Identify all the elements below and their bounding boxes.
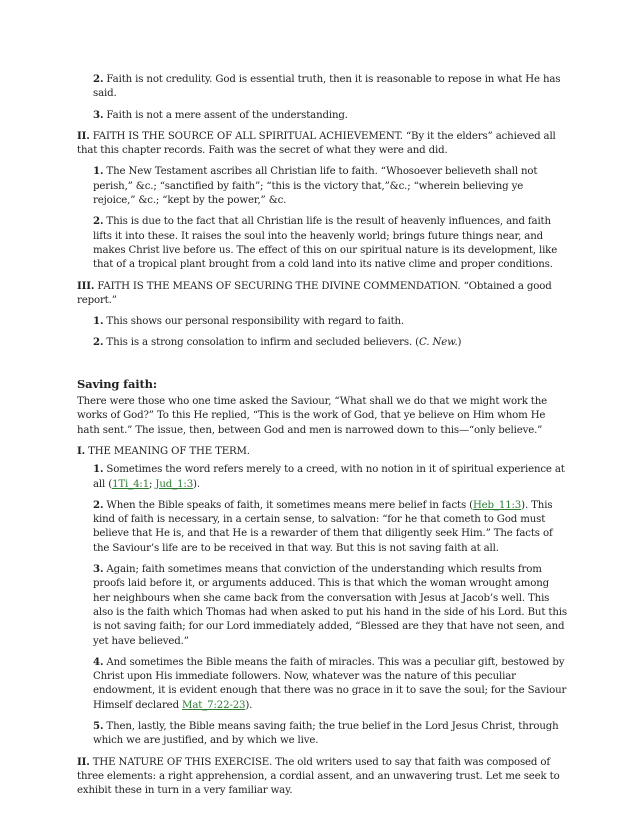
paragraph-text: This is a strong consolation to infirm and secluded believers. ( xyxy=(103,337,419,349)
paragraph-miracles xyxy=(77,655,567,713)
paragraph-tail: ). This kind of faith is necessary, in a certain sense, to salvation: “for he that cometh to God must believe that He is, and that He is a rewarder of them that diligently seek Him.” The facts of the Saviour’s life are to be received in that way. But this is not saving faith at all. xyxy=(93,499,553,554)
paragraph-text: Then, lastly, the Bible means saving faith; the true belief in the Lord Jesus Christ, through which we are justified, and by which we live. xyxy=(93,720,559,747)
item-number: 2. xyxy=(93,498,104,511)
paragraph-responsibility xyxy=(77,314,567,329)
section-heading-i-meaning xyxy=(77,444,567,459)
section-heading-ii-source xyxy=(77,129,567,159)
paragraph-text: When the Bible speaks of faith, it sometimes means mere belief in facts ( xyxy=(103,499,473,511)
section-text: THE NATURE OF THIS EXERCISE. The old writers used to say that faith was composed of three elements: a right apprehension, a cordial assent, and an unwavering trust. Let me seek to exhibit these in turn in a very familiar way. xyxy=(77,756,560,797)
paragraph-text: This shows our personal responsibility with regard to faith. xyxy=(103,316,405,328)
paragraph-text: Sometimes the word refers merely to a creed, with no notion in it of spiritual experience at all ( xyxy=(93,464,565,490)
section-heading-iii-commendation xyxy=(77,279,567,309)
section-number: III. xyxy=(77,279,95,292)
document-body xyxy=(77,72,567,804)
scripture-link-jud[interactable]: Jud_1:3 xyxy=(155,478,194,490)
paragraph-tail: ). xyxy=(193,478,200,490)
paragraph-intro: There were those who one time asked the Saviour, “What shall we do that we might work the works of God?” To this He replied, “This is the work of God, that ye believe on Him whom He hath sent.” The issue, then, between God and men is narrowed down to this—“only believe.” xyxy=(77,396,548,436)
paragraph-text: This is due to the fact that all Christian life is the result of heavenly influences, and faith lifts it into these. It raises the soul into the heavenly world; brings future things near, and makes Christ live before us. The effect of this on our spiritual nature is its development, like that of a tropical plant brought from a cold land into its native clime and proper conditions. xyxy=(93,216,558,271)
item-number: 2. xyxy=(93,215,104,228)
paragraph-creed xyxy=(77,462,567,492)
item-number: 3. xyxy=(93,108,104,121)
heading-saving-faith: Saving faith: xyxy=(77,376,157,391)
item-number: 2. xyxy=(93,73,104,85)
paragraph-heavenly-influences xyxy=(77,214,567,272)
paragraph-belief-in-facts xyxy=(77,498,567,556)
item-number: 1. xyxy=(93,165,104,178)
section-number: II. xyxy=(77,755,90,768)
scripture-link-heb[interactable]: Heb_11:3 xyxy=(472,499,522,511)
scripture-link-mat[interactable]: Mat_7:22-23 xyxy=(182,699,246,711)
paragraph-text: And sometimes the Bible means the faith of miracles. This was a peculiar gift, bestowed by Christ upon His immediate followers. Now, whatever was the nature of this peculiar endowment, it is evident enough that there was no grace in it to save the soul; for the Saviour Himself declared xyxy=(93,656,567,711)
section-text: FAITH IS THE MEANS OF SECURING THE DIVINE COMMENDATION. “Obtained a good report.” xyxy=(77,280,552,306)
item-number: 3. xyxy=(93,563,104,576)
item-number: 2. xyxy=(93,336,104,349)
section-heading-ii-nature xyxy=(77,755,567,799)
section-number: II. xyxy=(77,129,90,142)
scripture-link-1ti[interactable]: 1Ti_4:1 xyxy=(112,478,150,490)
paragraph-text: Again; faith sometimes means that conviction of the understanding which results from proofs laid before it, or arguments adduced. This is that which the woman wrought among her neighbours when she came back from the conversation with Jesus at Jacob’s well. This also is the faith which Thomas had when asked to put his hand in the side of his Lord. But this is not saving faith; for our Lord immediately added, “Blessed are they that have not seen, and yet have believed.” xyxy=(93,564,567,647)
section-text: THE MEANING OF THE TERM. xyxy=(85,445,250,457)
item-number: 1. xyxy=(93,315,104,328)
section-text: FAITH IS THE SOURCE OF ALL SPIRITUAL ACHIEVEMENT. “By it the elders” achieved all that this chapter records. Faith was the secret of what they were and did. xyxy=(77,130,556,157)
separator: ; xyxy=(149,478,156,490)
citation: C. New. xyxy=(418,337,458,349)
paragraph-conviction xyxy=(77,562,567,649)
item-number: 4. xyxy=(93,655,104,668)
item-number: 5. xyxy=(93,719,104,732)
paragraph-faith-not-credulity xyxy=(77,72,567,102)
paragraph-text: The New Testament ascribes all Christian life to faith. “Whosoever believeth shall not perish,” &c.; “sanctified by faith”; “this is the victory that,”&c.; “wherein believing ye rejoice,” &c.; “kept by the power,” &c. xyxy=(93,166,538,207)
paragraph-text: Faith is not a mere assent of the understanding. xyxy=(103,109,348,121)
paragraph-tail: ) xyxy=(457,337,462,349)
paragraph-text: Faith is not credulity. God is essential truth, then it is reasonable to repose in what He has said. xyxy=(93,74,561,100)
item-number: 1. xyxy=(93,463,104,476)
paragraph-consolation xyxy=(77,335,567,350)
paragraph-new-testament xyxy=(77,164,567,208)
section-number: I. xyxy=(77,444,86,457)
paragraph-faith-not-assent xyxy=(77,108,567,123)
paragraph-saving-faith xyxy=(77,719,567,749)
paragraph-tail: ). xyxy=(245,699,253,711)
